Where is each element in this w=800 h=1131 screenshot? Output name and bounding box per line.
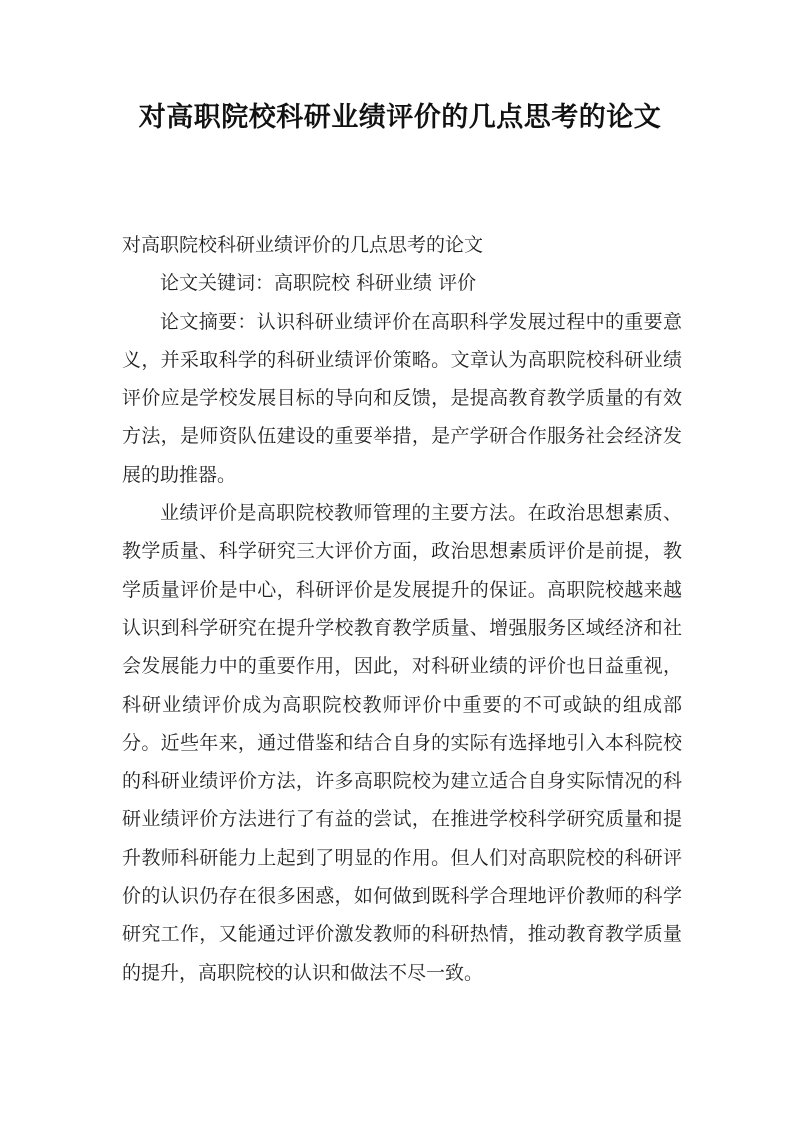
document-body xyxy=(122,226,682,992)
paragraph-body: 业绩评价是高职院校教师管理的主要方法。在政治思想素质、教学质量、科学研究三大评价方面，政治思想素质评价是前提，教学质量评价是中心，科研评价是发展提升的保证。高职院校越来越认识到科学研究在提升学校教育教学质量、增强服务区域经济和社会发展能力中的重要作用，因此，对科研业绩的评价也日益重视，科研业绩评价成为高职院校教师评价中重要的不可或缺的组成部分。近些年来，通过借鉴和结合自身的实际有选择地引入本科院校的科研业绩评价方法，许多高职院校为建立适合自身实际情况的科研业绩评价方法进行了有益的尝试，在推进学校科学研究质量和提升教师科研能力上起到了明显的作用。但人们对高职院校的科研评价的认识仍存在很多困惑，如何做到既科学合理地评价教师的科学研究工作，又能通过评价激发教师的科研热情，推动教育教学质量的提升，高职院校的认识和做法不尽一致。 xyxy=(122,502,682,984)
paragraph-keywords: 论文关键词：高职院校 科研业绩 评价 xyxy=(160,272,477,295)
document-title: 对高职院校科研业绩评价的几点思考的论文 xyxy=(138,102,662,133)
paragraph-heading-repeat: 对高职院校科研业绩评价的几点思考的论文 xyxy=(122,234,484,256)
paragraph-abstract: 论文摘要：认识科研业绩评价在高职科学发展过程中的重要意义，并采取科学的科研业绩评价策略。文章认为高职院校科研业绩评价应是学校发展目标的导向和反馈，是提高教育教学质量的有效方法，是师资队伍建设的重要举措，是产学研合作服务社会经济发展的助推器。 xyxy=(122,310,682,486)
